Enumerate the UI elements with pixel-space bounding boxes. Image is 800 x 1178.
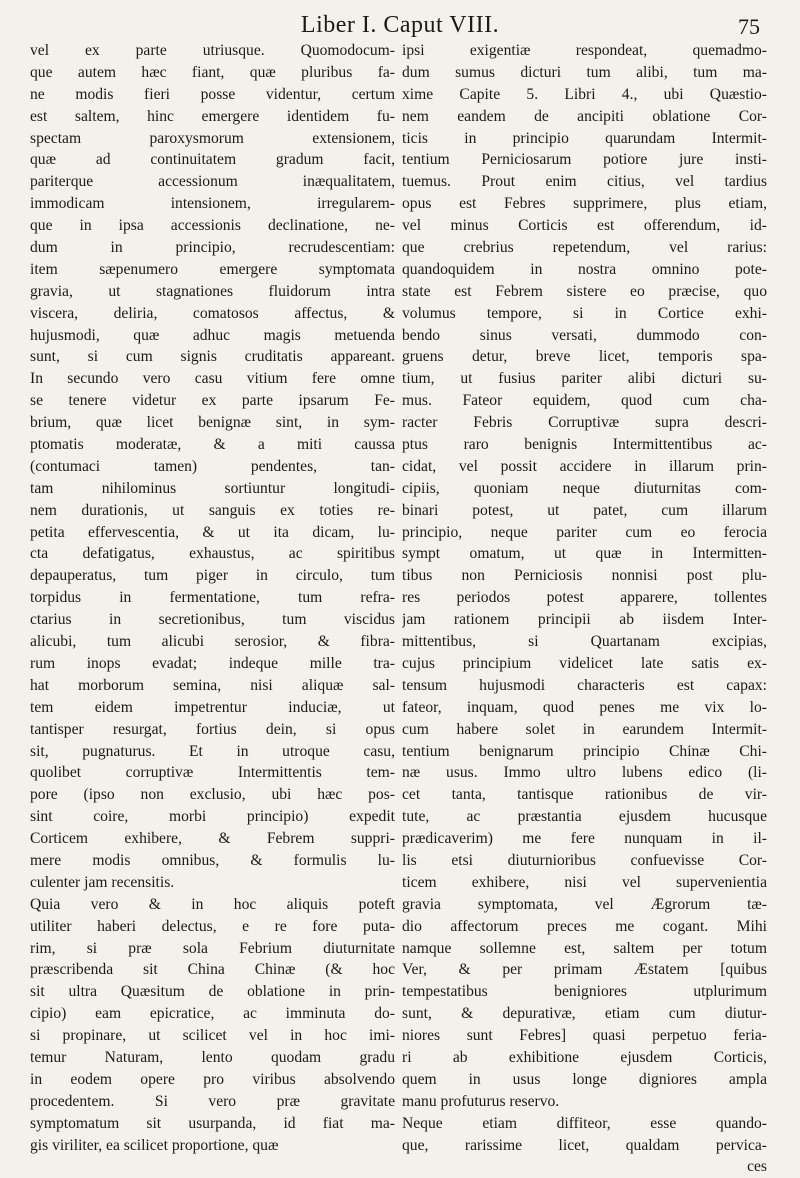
text-line: cidat, vel possit accidere in illarum prin-	[402, 457, 767, 475]
text-line: est saltem, hinc emergere identidem fu-	[30, 107, 395, 125]
text-line: tentium Perniciosarum potiore jure insti-	[402, 151, 767, 169]
text-line: cujus principium videlicet late satis ex-	[402, 654, 767, 672]
text-line: tensum hujusmodi characteris est capax:	[402, 676, 767, 694]
page-number: 75	[738, 14, 760, 39]
text-line: (contumaci tamen) pendentes, tan-	[30, 457, 395, 475]
text-line: spectam paroxysmorum extensionem,	[30, 129, 395, 147]
text-line: hat morborum semina, nisi aliquæ sal-	[30, 676, 395, 694]
text-line: nem eandem de ancipiti oblatione Cor-	[402, 107, 767, 125]
text-line: ticem exhibere, nisi vel supervenientia	[402, 873, 767, 891]
text-line: petita effervescentia, & ut ita dicam, lu-	[30, 523, 395, 541]
text-line: ctarius in secretionibus, tum viscidus	[30, 611, 395, 629]
text-line: quolibet corruptivæ Intermittentis tem-	[30, 764, 395, 782]
text-line: gruens detur, breve licet, temporis spa-	[402, 348, 767, 366]
text-line: que, rarissime licet, qualdam pervica-	[402, 1136, 767, 1154]
text-line: racter Febris Corruptivæ supra descri-	[402, 414, 767, 432]
text-line: tute, ac præstantia ejusdem hucusque	[402, 808, 767, 826]
text-line: ticis in principio quarundam Intermit-	[402, 129, 767, 147]
page-header	[0, 10, 800, 40]
text-line: que crebrius repetendum, vel rarius:	[402, 239, 767, 257]
text-line: volumus tempore, si in Cortice exhi-	[402, 304, 767, 322]
text-line: næ usus. Immo ultro lubens edico (li-	[402, 764, 767, 782]
text-line: nem durationis, ut sanguis ex toties re-	[30, 501, 395, 519]
text-line: se tenere videtur ex parte ipsarum Fe-	[30, 392, 395, 410]
text-line: cipio) eam epicratice, ac imminuta do-	[30, 1005, 395, 1023]
text-line: mere modis omnibus, & formulis lu-	[30, 851, 395, 869]
text-line: immodicam intensionem, irregularem-	[30, 195, 395, 213]
text-line: hujusmodi, quæ adhuc magis metuenda	[30, 326, 395, 344]
text-line: cipiis, quoniam neque diuturnitas com-	[402, 479, 767, 497]
right-text-column	[402, 40, 767, 1178]
text-line: pore (ipso non exclusio, ubi hæc pos-	[30, 786, 395, 804]
text-line: tium, ut fusius pariter alibi dicturi su-	[402, 370, 767, 388]
text-line: ri ab exhibitione ejusdem Corticis,	[402, 1048, 767, 1066]
text-line: depauperatus, tum piger in circulo, tum	[30, 567, 395, 585]
text-line: rim, si præ sola Febrium diuturnitate	[30, 939, 395, 957]
text-line: gravia symptomata, vel Ægrorum tæ-	[402, 895, 767, 913]
text-line: namque sollemne est, saltem per totum	[402, 939, 767, 957]
text-line: que autem hæc fiant, quæ pluribus fa-	[30, 63, 395, 81]
text-line: principio, neque pariter cum eo ferocia	[402, 523, 767, 541]
text-line: sympt omatum, ut quæ in Intermitten-	[402, 545, 767, 563]
text-line: dum in principio, recrudescentiam:	[30, 239, 395, 257]
text-line: ptomatis moderatæ, & a miti caussa	[30, 436, 395, 454]
text-line: niores sunt Febres] quasi perpetuo feria-	[402, 1027, 767, 1045]
text-line: sint coire, morbi principio) expedit	[30, 808, 395, 826]
text-line: pariterque accessionum inæqualitatem,	[30, 173, 395, 191]
running-head: Liber I. Caput VIII.	[300, 12, 500, 38]
text-line: manu profuturus reservo.	[402, 1092, 560, 1110]
text-line: quæ ad continuitatem gradum facit,	[30, 151, 395, 169]
text-line: gis viriliter, ea scilicet proportione, quæ	[30, 1136, 279, 1154]
text-line: temur Naturam, lento quodam gradu	[30, 1048, 395, 1066]
text-line: tentium benignarum principio Chinæ Chi-	[402, 742, 767, 760]
text-line: tam nihilominus sortiuntur longitudi-	[30, 479, 395, 497]
text-line: ne modis fieri posse videntur, certum	[30, 85, 395, 103]
text-line: præscribenda sit China Chinæ (& hoc	[30, 961, 395, 979]
text-line: mittentibus, si Quartanam excipias,	[402, 633, 767, 651]
text-line: ces	[747, 1158, 767, 1176]
text-line: procedentem. Si vero præ gravitate	[30, 1092, 395, 1110]
left-text-column	[30, 40, 395, 1156]
text-line: fateor, inquam, quod penes me vix lo-	[402, 698, 767, 716]
text-line: dum sumus dicturi tum alibi, tum ma-	[402, 63, 767, 81]
text-line: mus. Fateor equidem, quod cum cha-	[402, 392, 767, 410]
text-line: brium, quæ licet benignæ sint, in sym-	[30, 414, 395, 432]
text-line: jam rationem principii ab iisdem Inter-	[402, 611, 767, 629]
text-line: torpidus in fermentatione, tum refra-	[30, 589, 395, 607]
text-line: que in ipsa accessionis declinatione, ne-	[30, 217, 395, 235]
text-line: lis etsi diuturnioribus confuevisse Cor-	[402, 851, 767, 869]
text-line: utiliter haberi delectus, e re fore puta-	[30, 917, 395, 935]
text-line: tem eidem impetrentur induciæ, ut	[30, 698, 395, 716]
text-line: item sæpenumero emergere symptomata	[30, 260, 395, 278]
text-line: binari potest, ut patet, cum illarum	[402, 501, 767, 519]
text-line: quem in usus longe digniores ampla	[402, 1070, 767, 1088]
text-line: viscera, deliria, comatosos affectus, &	[30, 304, 395, 322]
text-line: state est Febrem sistere eo præcise, quo	[402, 282, 767, 300]
text-line: sit, pugnaturus. Et in utroque casu,	[30, 742, 395, 760]
text-line: Quia vero & in hoc aliquis poteft	[30, 895, 395, 913]
text-line: In secundo vero casu vitium fere omne	[30, 370, 395, 388]
text-line: cet tanta, tantisque rationibus de vir-	[402, 786, 767, 804]
text-line: xime Capite 5. Libri 4., ubi Quæstio-	[402, 85, 767, 103]
text-line: opus est Febres supprimere, plus etiam,	[402, 195, 767, 213]
text-line: vel ex parte utriusque. Quomodocum-	[30, 42, 395, 59]
text-line: res periodos potest apparere, tollentes	[402, 589, 767, 607]
text-line: tempestatibus benigniores utplurimum	[402, 983, 767, 1001]
text-line: symptomatum sit usurpanda, id fiat ma-	[30, 1114, 395, 1132]
text-line: Neque etiam diffiteor, esse quando-	[402, 1114, 767, 1132]
text-line: si propinare, ut scilicet vel in hoc imi-	[30, 1027, 395, 1045]
text-line: sit ultra Quæsitum de oblatione in prin-	[30, 983, 395, 1001]
text-line: tuemus. Prout enim citius, vel tardius	[402, 173, 767, 191]
text-line: tibus non Perniciosis nonnisi post plu-	[402, 567, 767, 585]
text-line: alicubi, tum alicubi serosior, & fibra-	[30, 633, 395, 651]
text-line: sunt, & depurativæ, etiam cum diutur-	[402, 1005, 767, 1023]
text-line: bendo sinus versati, dummodo con-	[402, 326, 767, 344]
text-line: ptus raro benignis Intermittentibus ac-	[402, 436, 767, 454]
text-line: dio affectorum preces me cogant. Mihi	[402, 917, 767, 935]
text-line: Ver, & per primam Æstatem [quibus	[402, 961, 767, 979]
text-line: Corticem exhibere, & Febrem suppri-	[30, 830, 395, 848]
text-line: sunt, si cum signis cruditatis appareant.	[30, 348, 395, 366]
text-line: gravia, ut stagnationes fluidorum intra	[30, 282, 395, 300]
text-line: cum habere solet in earundem Intermit-	[402, 720, 767, 738]
text-line: ipsi exigentiæ respondeat, quemadmo-	[402, 42, 767, 59]
text-line: culenter jam recensitis.	[30, 873, 175, 891]
text-line: quandoquidem in nostra omnino pote-	[402, 260, 767, 278]
text-line: prædicaverim) me fere nunquam in il-	[402, 830, 767, 848]
text-line: vel minus Corticis est offerendum, id-	[402, 217, 767, 235]
text-line: cta defatigatus, exhaustus, ac spiritibus	[30, 545, 395, 563]
text-line: in eodem opere pro viribus absolvendo	[30, 1070, 395, 1088]
text-line: rum inops evadat; indeque mille tra-	[30, 654, 395, 672]
text-line: tantisper resurgat, fortius dein, si opus	[30, 720, 395, 738]
